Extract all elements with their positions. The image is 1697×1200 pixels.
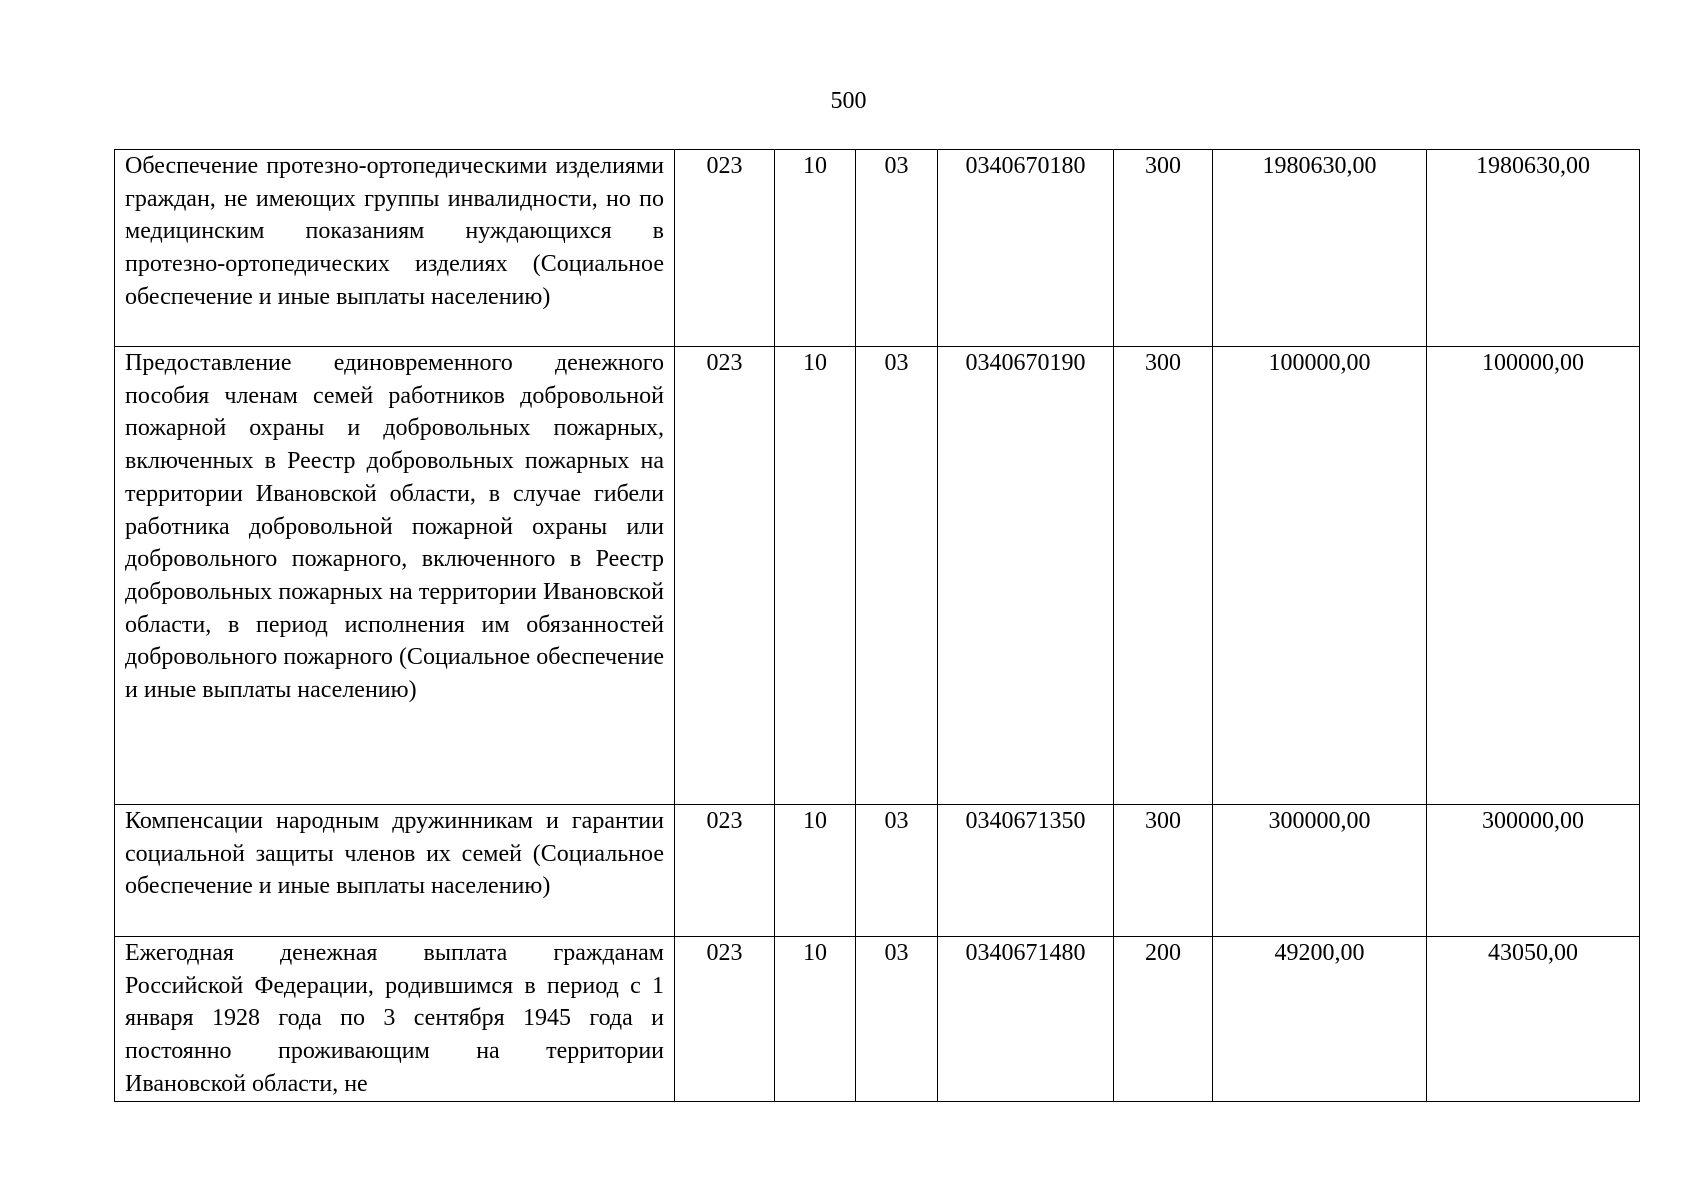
section-code: 10 — [775, 150, 856, 347]
row-description: Предоставление единовременного денежного пособия членам семей работников добровольной пожарной охраны и добровольных пожарных, включенных в Реестр добровольных пожарных на территории Ивановской области, в случае гибели работника добровольной пожарной охраны или добровольного пожарного, включенного в Реестр добровольных пожарных на территории Ивановской области, в период исполнения им обязанностей добровольного пожарного (Социальное обеспечение и иные выплаты населению) — [115, 347, 675, 805]
amount-second: 43050,00 — [1427, 937, 1640, 1102]
expense-type-code: 200 — [1114, 937, 1213, 1102]
ministry-code: 023 — [675, 347, 775, 805]
section-code: 10 — [775, 937, 856, 1102]
expense-type-code: 300 — [1114, 805, 1213, 937]
budget-table — [114, 149, 1640, 1102]
subsection-code: 03 — [856, 347, 938, 805]
section-code: 10 — [775, 805, 856, 937]
row-description: Ежегодная денежная выплата гражданам Российской Федерации, родившимся в период с 1 января 1928 года по 3 сентября 1945 года и постоянно проживающим на территории Ивановской области, не — [115, 937, 675, 1102]
table-row — [115, 150, 1640, 347]
subsection-code: 03 — [856, 150, 938, 347]
table-row — [115, 347, 1640, 805]
section-code: 10 — [775, 347, 856, 805]
ministry-code: 023 — [675, 150, 775, 347]
target-article-code: 0340670190 — [938, 347, 1114, 805]
page-number: 500 — [830, 88, 867, 114]
amount-second: 300000,00 — [1427, 805, 1640, 937]
amount-first: 49200,00 — [1213, 937, 1427, 1102]
amount-second: 1980630,00 — [1427, 150, 1640, 347]
subsection-code: 03 — [856, 805, 938, 937]
amount-first: 300000,00 — [1213, 805, 1427, 937]
amount-first: 100000,00 — [1213, 347, 1427, 805]
amount-first: 1980630,00 — [1213, 150, 1427, 347]
amount-second: 100000,00 — [1427, 347, 1640, 805]
target-article-code: 0340671480 — [938, 937, 1114, 1102]
row-description: Обеспечение протезно-ортопедическими изделиями граждан, не имеющих группы инвалидности, но по медицинским показаниям нуждающихся в протезно-ортопедических изделиях (Социальное обеспечение и иные выплаты населению) — [115, 150, 675, 347]
table-row — [115, 937, 1640, 1102]
subsection-code: 03 — [856, 937, 938, 1102]
expense-type-code: 300 — [1114, 150, 1213, 347]
target-article-code: 0340670180 — [938, 150, 1114, 347]
ministry-code: 023 — [675, 805, 775, 937]
ministry-code: 023 — [675, 937, 775, 1102]
table-row — [115, 805, 1640, 937]
row-description: Компенсации народным дружинникам и гарантии социальной защиты членов их семей (Социальное обеспечение и иные выплаты населению) — [115, 805, 675, 937]
expense-type-code: 300 — [1114, 347, 1213, 805]
target-article-code: 0340671350 — [938, 805, 1114, 937]
